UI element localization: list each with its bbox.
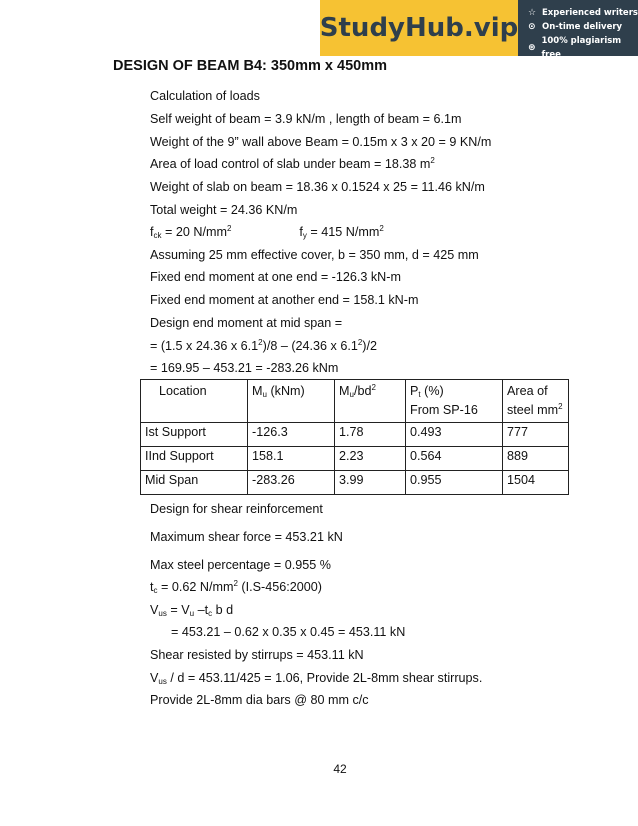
text-span: From SP-16 [410, 403, 478, 417]
superscript: 2 [371, 383, 376, 392]
cell-area: 777 [503, 423, 569, 447]
subscript: u [349, 390, 354, 399]
superscript: 2 [430, 156, 435, 165]
badge-icon: ⊛ [528, 43, 536, 53]
text-span: (%) [420, 384, 444, 398]
text-line: Fixed end moment at one end = -126.3 kN-m [150, 270, 401, 284]
column-header-mubd [335, 380, 406, 423]
cell-location: Mid Span [141, 471, 248, 495]
cell-area: 889 [503, 447, 569, 471]
text-span: V [150, 603, 159, 617]
text-span: t [150, 580, 154, 594]
banner-feature [528, 20, 638, 34]
banner-feature-list [518, 0, 638, 60]
text-line: Weight of slab on beam = 18.36 x 0.1524 x 25 = 11.46 kN/m [150, 180, 485, 194]
text-span: = (1.5 x 24.36 x 6.1 [150, 339, 259, 353]
text-line: Design for shear reinforcement [150, 502, 323, 516]
subscript: us [158, 609, 167, 618]
text-span: P [410, 384, 419, 398]
text-span: )/2 [362, 339, 377, 353]
text-line [150, 157, 435, 171]
cell-mubd: 2.23 [335, 447, 406, 471]
column-header-location: Location [141, 380, 248, 423]
table-row [141, 471, 569, 495]
text-line: Calculation of loads [150, 89, 260, 103]
text-line: Shear resisted by stirrups = 453.11 kN [150, 648, 364, 662]
studyhub-logo[interactable]: StudyHub.vip [320, 0, 518, 56]
subscript: c [153, 586, 158, 595]
cell-location: Ist Support [141, 423, 248, 447]
moment-table [140, 379, 569, 495]
text-span: /bd [353, 384, 372, 398]
superscript: 2 [558, 402, 563, 411]
text-line: Total weight = 24.36 KN/m [150, 203, 298, 217]
superscript: 2 [233, 579, 238, 588]
column-header-mu [248, 380, 335, 423]
text-line [150, 225, 384, 239]
text-line: Assuming 25 mm effective cover, b = 350 mm, d = 425 mm [150, 248, 479, 262]
cell-mu: 158.1 [248, 447, 335, 471]
cell-pt: 0.493 [406, 423, 503, 447]
cell-pt: 0.564 [406, 447, 503, 471]
cell-mu: -283.26 [248, 471, 335, 495]
text-line: Max steel percentage = 0.955 % [150, 558, 331, 572]
table-row [141, 423, 569, 447]
text-line: Provide 2L-8mm dia bars @ 80 mm c/c [150, 693, 369, 707]
subscript: u [189, 609, 195, 618]
table-row [141, 447, 569, 471]
text-span: = 20 N/mm [161, 225, 227, 239]
cell-mubd: 3.99 [335, 471, 406, 495]
text-span: (kNm) [266, 384, 305, 398]
text-line: = 169.95 – 453.21 = -283.26 kNm [150, 361, 339, 375]
text-span: Area of load control of slab under beam = 18.38 m [150, 157, 431, 171]
subscript: y [302, 231, 307, 240]
text-span: M [252, 384, 263, 398]
subscript: us [158, 677, 167, 686]
text-span: = 415 N/mm [306, 225, 380, 239]
banner-feature-text: 100% plagiarism free [541, 36, 622, 60]
subscript: t [418, 390, 421, 399]
studyhub-banner[interactable] [319, 0, 638, 60]
text-line: Design end moment at mid span = [150, 316, 343, 330]
text-span: M [339, 384, 350, 398]
cell-mu: -126.3 [248, 423, 335, 447]
text-line: Self weight of beam = 3.9 kN/m , length of beam = 6.1m [150, 112, 462, 126]
page-title: DESIGN OF BEAM B4: 350mm x 450mm [113, 58, 387, 74]
text-span: = V [166, 603, 190, 617]
subscript: u [262, 390, 267, 399]
table-header-row [141, 380, 569, 423]
text-line: Maximum shear force = 453.21 kN [150, 530, 343, 544]
text-span: b d [212, 603, 234, 617]
banner-feature-text: On-time delivery [542, 22, 623, 32]
superscript: 2 [258, 338, 263, 347]
text-span: / d = 453.11/425 = 1.06, Provide 2L-8mm shear stirrups. [166, 671, 483, 685]
text-line [150, 671, 482, 685]
superscript: 2 [357, 338, 363, 347]
banner-feature [528, 6, 638, 20]
text-span: = 0.62 N/mm [157, 580, 234, 594]
subscript: c [208, 609, 213, 618]
text-line: Weight of the 9” wall above Beam = 0.15m x 3 x 20 = 9 KN/m [150, 135, 492, 149]
text-line: = 453.21 – 0.62 x 0.35 x 0.45 = 453.11 kN [171, 625, 406, 639]
text-span: (I.S-456:2000) [237, 580, 322, 594]
superscript: 2 [226, 224, 232, 233]
text-span: steel mm [507, 403, 559, 417]
column-header-pt [406, 380, 503, 423]
column-header-area [503, 380, 569, 423]
text-span: )/8 – (24.36 x 6.1 [262, 339, 358, 353]
banner-feature [528, 34, 638, 62]
clock-icon: ⊙ [528, 22, 536, 32]
text-line [150, 339, 377, 353]
text-line [150, 603, 233, 617]
text-span: –t [194, 603, 209, 617]
subscript: ck [153, 231, 162, 240]
cell-pt: 0.955 [406, 471, 503, 495]
superscript: 2 [379, 224, 384, 233]
star-icon: ☆ [528, 8, 537, 18]
page-number: 42 [333, 762, 347, 776]
text-span: V [150, 671, 159, 685]
text-span: f [299, 225, 303, 239]
text-span: f [150, 225, 154, 239]
cell-mubd: 1.78 [335, 423, 406, 447]
text-span: Area of [507, 384, 548, 398]
cell-location: IInd Support [141, 447, 248, 471]
text-line [150, 580, 322, 594]
text-line: Fixed end moment at another end = 158.1 kN-m [150, 293, 419, 307]
banner-feature-text: Experienced writers [542, 8, 638, 18]
cell-area: 1504 [503, 471, 569, 495]
